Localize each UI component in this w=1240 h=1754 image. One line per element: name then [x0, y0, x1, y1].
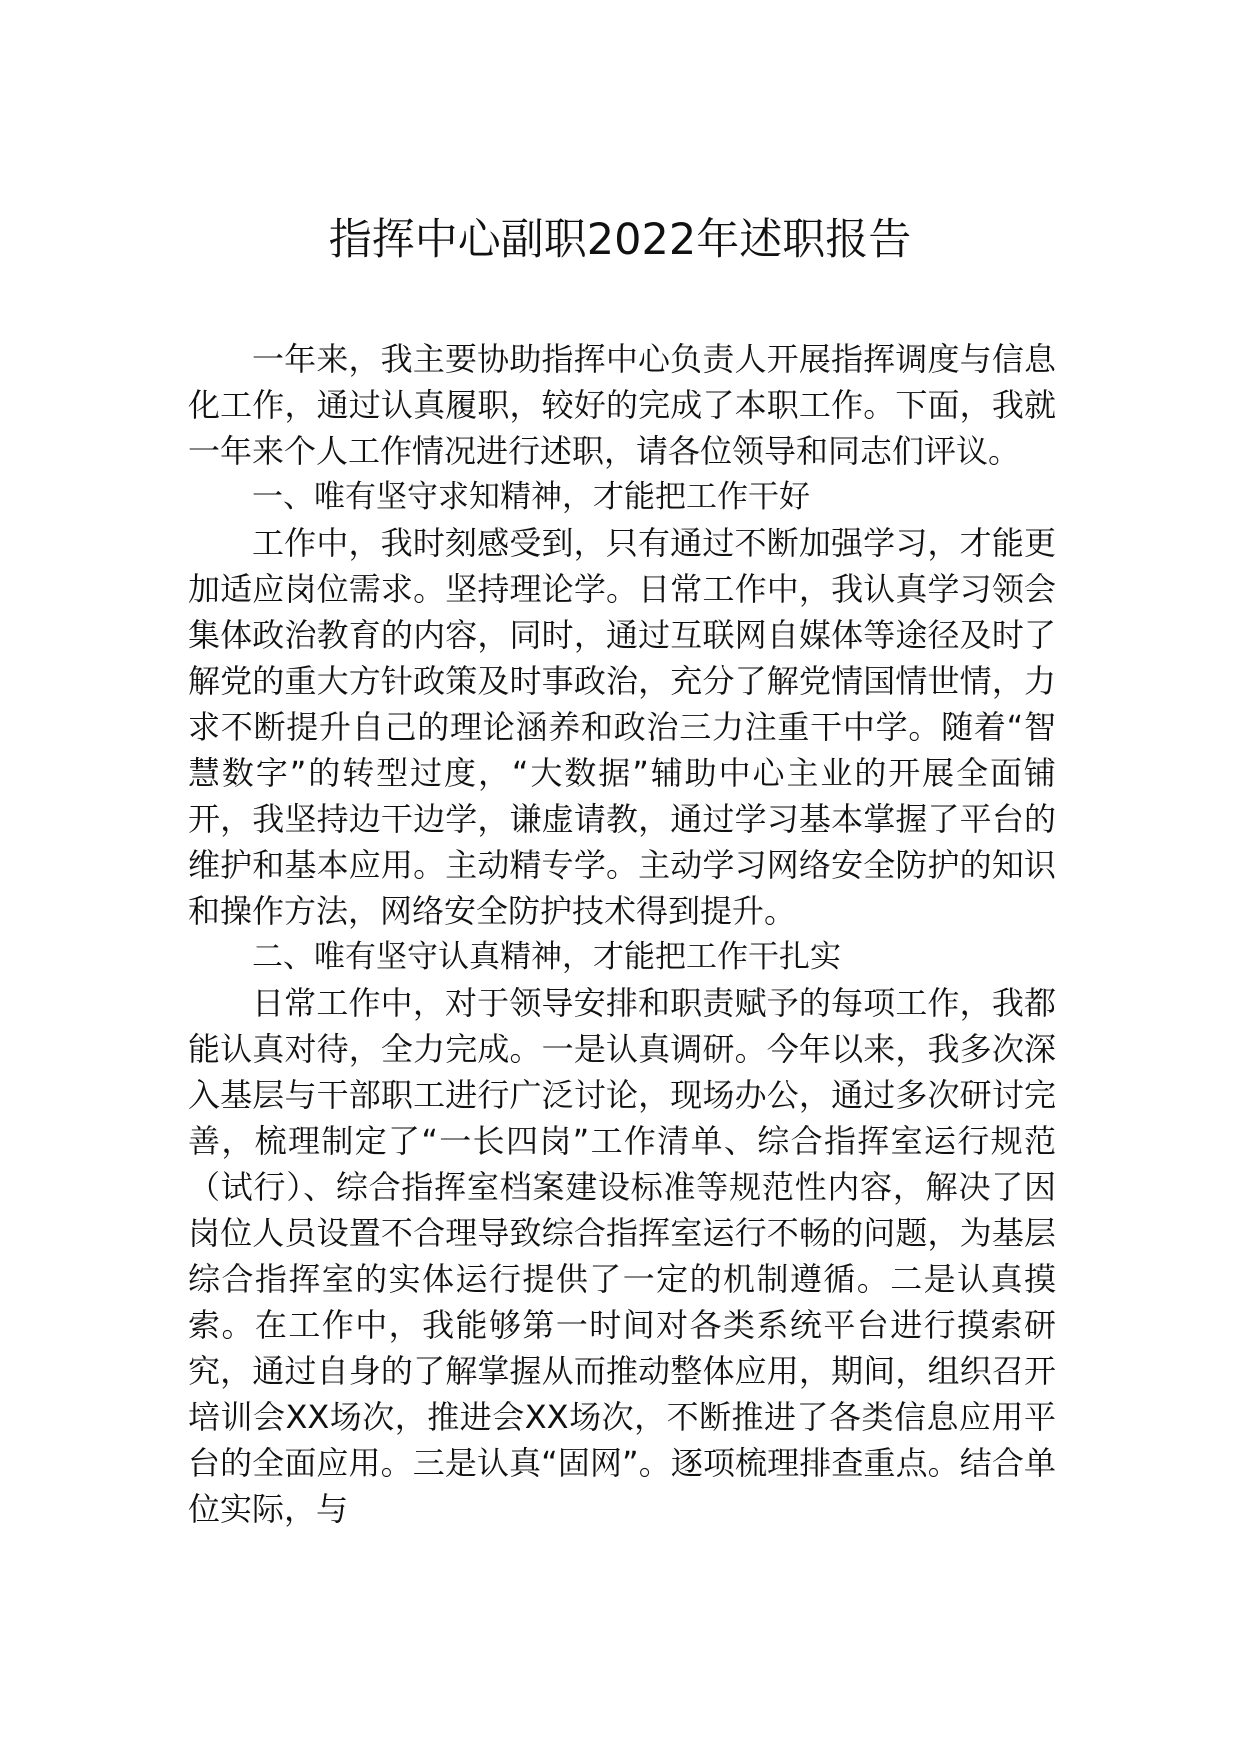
document-body	[188, 336, 1056, 1532]
section-2-paragraph: 日常工作中，对于领导安排和职责赋予的每项工作，我都能认真对待，全力完成。一是认真调研。今年以来，我多次深入基层与干部职工进行广泛讨论，现场办公，通过多次研讨完善，梳理制定了“一长四岗”工作清单、综合指挥室运行规范（试行）、综合指挥室档案建设标准等规范性内容，解决了因岗位人员设置不合理导致综合指挥室运行不畅的问题，为基层综合指挥室的实体运行提供了一定的机制遵循。二是认真摸索。在工作中，我能够第一时间对各类系统平台进行摸索研究，通过自身的了解掌握从而推动整体应用，期间，组织召开培训会XX场次，推进会XX场次，不断推进了各类信息应用平台的全面应用。三是认真“固网”。逐项梳理排查重点。结合单位实际，与	[188, 984, 1056, 1528]
section-2-heading: 二、唯有坚守认真精神，才能把工作干扎实	[252, 939, 841, 975]
section-1-heading: 一、唯有坚守求知精神，才能把工作干好	[252, 479, 810, 515]
intro-paragraph: 一年来，我主要协助指挥中心负责人开展指挥调度与信息化工作，通过认真履职，较好的完成了本职工作。下面，我就一年来个人工作情况进行述职，请各位领导和同志们评议。	[188, 340, 1056, 470]
section-1-paragraph: 工作中，我时刻感受到，只有通过不断加强学习，才能更加适应岗位需求。坚持理论学。日常工作中，我认真学习领会集体政治教育的内容，同时，通过互联网自媒体等途径及时了解党的重大方针政策及时事政治，充分了解党情国情世情，力求不断提升自己的理论涵养和政治三力注重干中学。随着“智慧数字”的转型过度，“大数据”辅助中心主业的开展全面铺开，我坚持边干边学，谦虚请教，通过学习基本掌握了平台的维护和基本应用。主动精专学。主动学习网络安全防护的知识和操作方法，网络安全防护技术得到提升。	[188, 524, 1056, 930]
document-title: 指挥中心副职2022年述职报告	[328, 215, 912, 265]
